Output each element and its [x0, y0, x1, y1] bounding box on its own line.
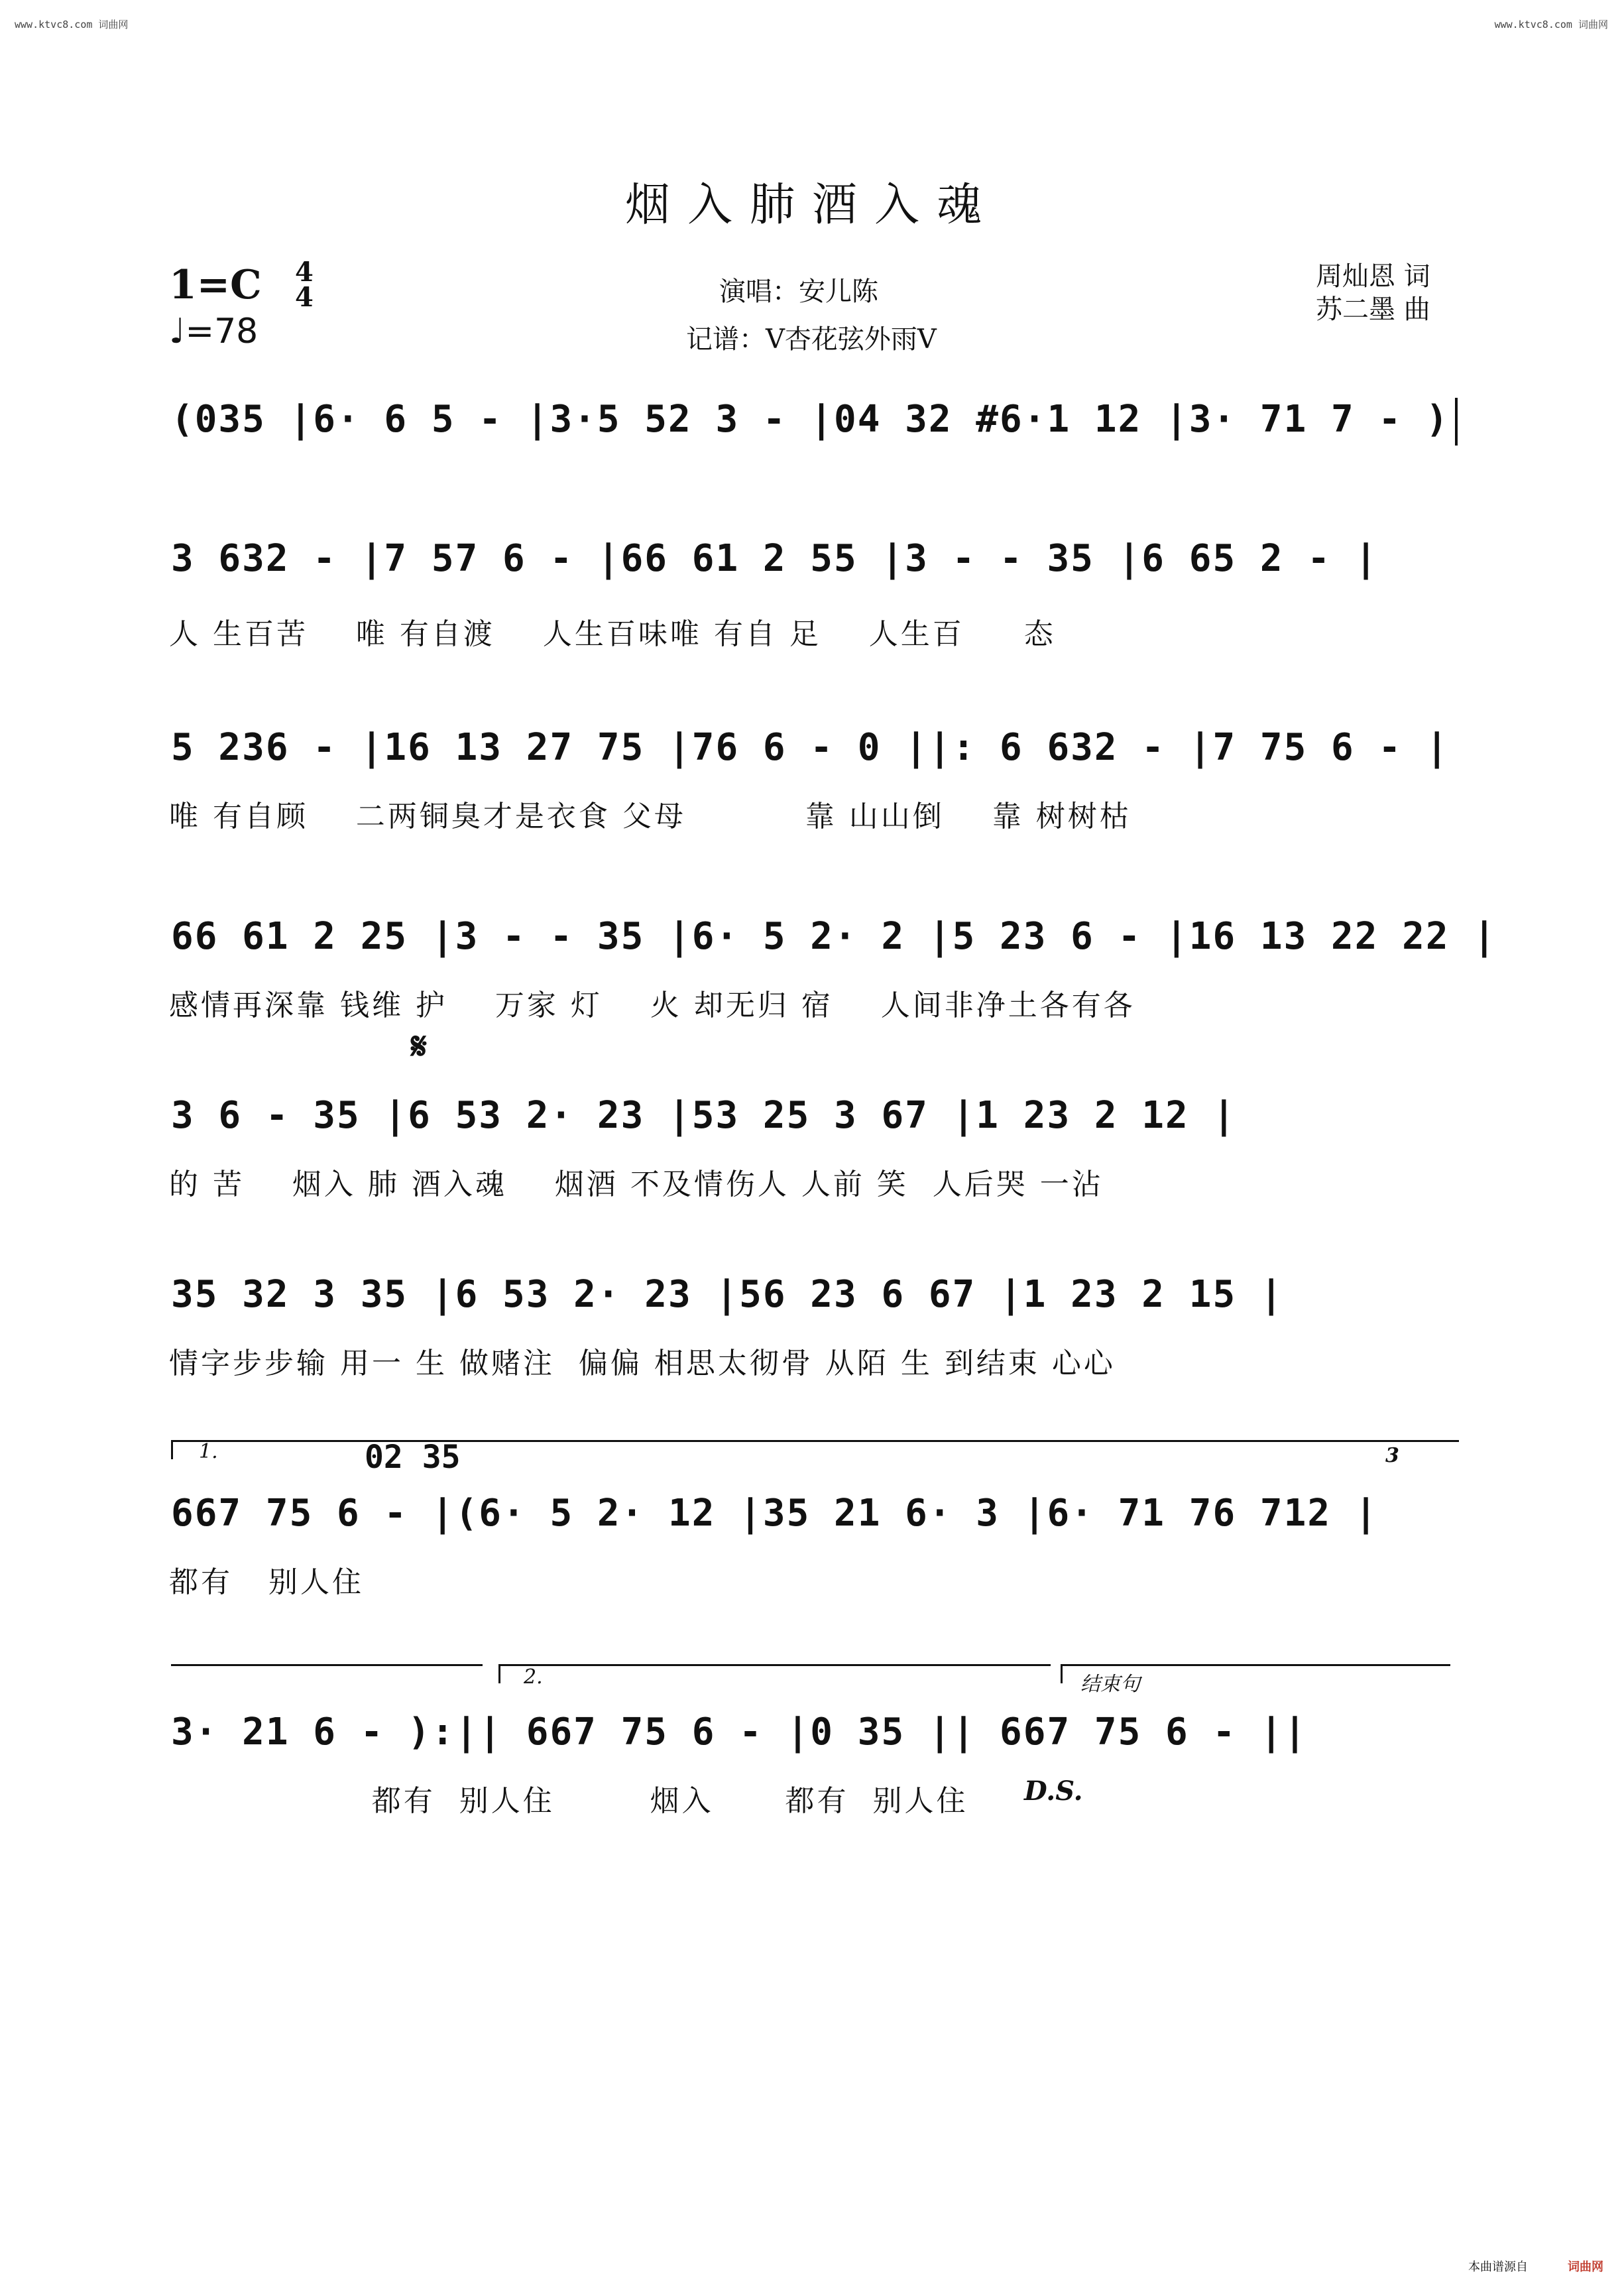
first-ending-label: 1.: [199, 1440, 218, 1463]
ending-section-label: 结束句: [1080, 1673, 1140, 1696]
triplet-mark: 3: [1385, 1444, 1399, 1467]
second-ending-label: 2.: [524, 1665, 543, 1689]
lyrics-line: 情字步步输 用一 生 做赌注 偏偏 相思太彻骨 从陌 生 到结束 心心: [169, 1347, 1116, 1380]
time-signature-top: 4: [295, 257, 314, 288]
notes-line: 3 632 - |7 57 6 - |66 61 2 55 |3 - - 35 |6 65 2 - |: [171, 537, 1379, 580]
alternate-notes: 02 35: [365, 1439, 461, 1476]
footer-site-label: 词曲网: [1568, 2260, 1603, 2274]
repeat-top-line: [171, 1664, 483, 1683]
composer-credit: 苏二墨 曲: [1316, 294, 1430, 325]
time-signature: [295, 257, 314, 313]
time-signature-bottom: 4: [295, 282, 314, 313]
singer-credit: 演唱：安儿陈: [719, 276, 878, 307]
notes-line: 5 236 - |16 13 27 75 |76 6 - 0 ||: 6 632 - |7 75 6 - |: [171, 726, 1450, 769]
transcriber-credit: 记谱：V杏花弦外雨V: [686, 324, 937, 355]
site-watermark-right: www.ktvc8.com 词曲网: [1494, 19, 1608, 30]
notes-line: 35 32 3 35 |6 53 2· 23 |56 23 6 67 |1 23 2 15 |: [171, 1273, 1284, 1316]
dal-segno-mark: D.S.: [1024, 1775, 1083, 1807]
lyrics-line: 都有 别人住 烟入 都有 别人住: [169, 1784, 968, 1818]
lyrics-line: 的 苦 烟入 肺 酒入魂 烟酒 不及情伤人 人前 笑 人后哭 一沾: [169, 1168, 1104, 1201]
second-ending-bracket: [498, 1664, 1051, 1683]
notes-line: 667 75 6 - |(6· 5 2· 12 |35 21 6· 3 |6· 71 76 712 |: [171, 1492, 1379, 1535]
site-watermark-left: www.ktvc8.com 词曲网: [15, 19, 129, 30]
notes-line: (035 |6· 6 5 - |3·5 52 3 - |04 32 #6·1 12 |3· 71 7 - ): [171, 398, 1450, 441]
lyrics-line: 感情再深靠 钱维 护 万家 灯 火 却无归 宿 人间非净土各有各: [169, 989, 1135, 1022]
notes-line: 66 61 2 25 |3 - - 35 |6· 5 2· 2 |5 23 6 - |16 13 22 22 |: [171, 915, 1497, 958]
lyrics-line: 唯 有自顾 二两铜臭才是衣食 父母 靠 山山倒 靠 树树枯: [169, 800, 1131, 833]
notes-line: 3· 21 6 - ):|| 667 75 6 - |0 35 || 667 75 6 - ||: [171, 1711, 1308, 1754]
song-title: 烟入肺酒入魂: [624, 179, 999, 231]
lyricist-credit: 周灿恩 词: [1316, 261, 1430, 292]
tempo-marking: ♩=78: [169, 312, 259, 351]
segno-sign: 𝄋: [411, 1024, 428, 1068]
footer-source-label: 本曲谱源自: [1468, 2260, 1528, 2274]
notes-line: 3 6 - 35 |6 53 2· 23 |53 25 3 67 |1 23 2 12 |: [171, 1094, 1237, 1137]
key-signature: 1=C: [169, 262, 262, 308]
lyrics-line: 人 生百苦 唯 有自渡 人生百味唯 有自 足 人生百 态: [169, 617, 1056, 651]
lyrics-line: 都有 别人住: [169, 1565, 364, 1599]
barline: [1455, 398, 1458, 446]
